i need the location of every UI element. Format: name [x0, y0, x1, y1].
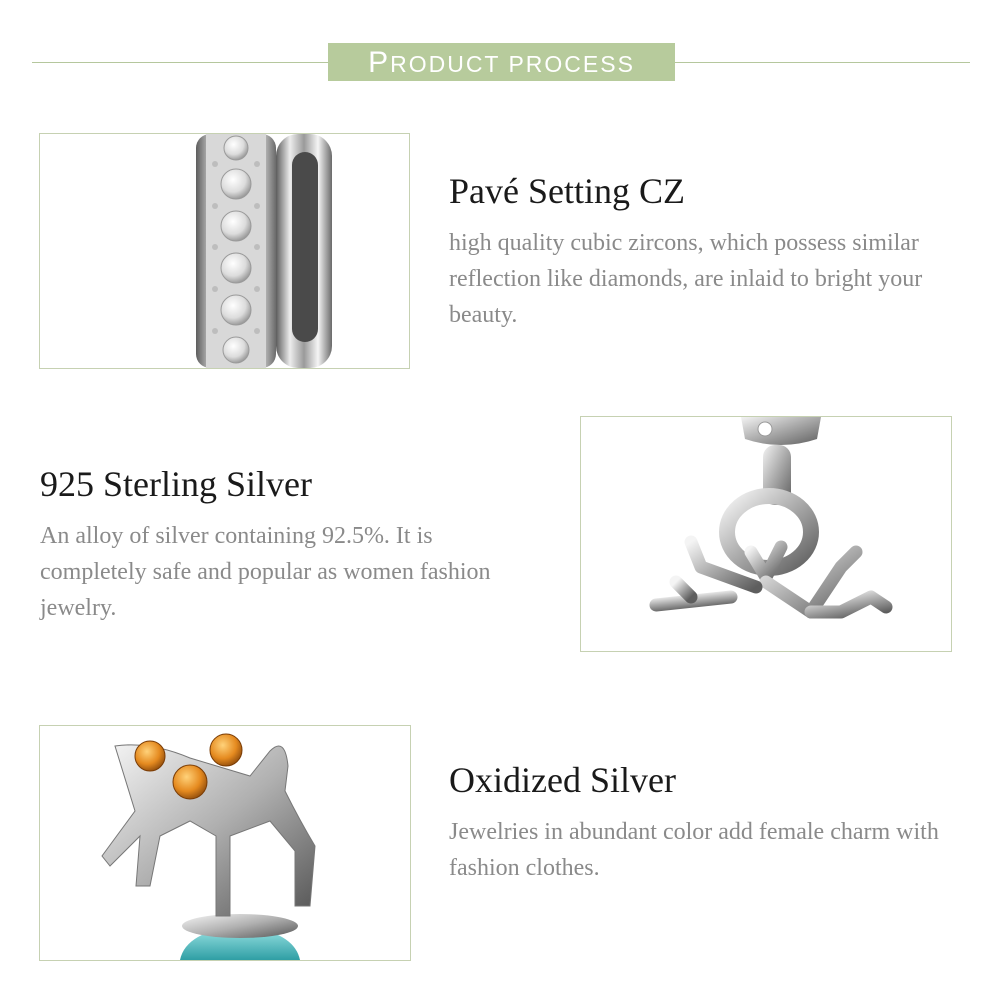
- antler-charm-image: [580, 416, 952, 652]
- header-rule-left: [32, 62, 329, 63]
- section-desc-oxidized: Jewelries in abundant color add female charm with fashion clothes.: [449, 819, 939, 881]
- pave-spacer-image: [39, 133, 410, 369]
- banner-text: RODUCT PROCESS: [390, 51, 635, 77]
- antler-charm-illustration: [581, 417, 951, 651]
- section-desc-pave: high quality cubic zircons, which possess similar reflection like diamonds, are inlaid to bright your beauty.: [449, 230, 923, 328]
- section-title-pave: Pavé Setting CZ: [449, 171, 685, 211]
- section-title-sterling: 925 Sterling Silver: [40, 464, 312, 504]
- section-title-oxidized: Oxidized Silver: [449, 760, 676, 800]
- header-rule-right: [675, 62, 970, 63]
- section-banner: [328, 43, 675, 81]
- section-desc-sterling: An alloy of silver containing 92.5%. It is completely safe and popular as women fashion jewelry.: [40, 523, 491, 621]
- deer-charm-illustration: [40, 726, 410, 960]
- deer-charm-image: [39, 725, 411, 961]
- banner-initial: P: [368, 46, 391, 79]
- pave-spacer-illustration: [40, 134, 409, 368]
